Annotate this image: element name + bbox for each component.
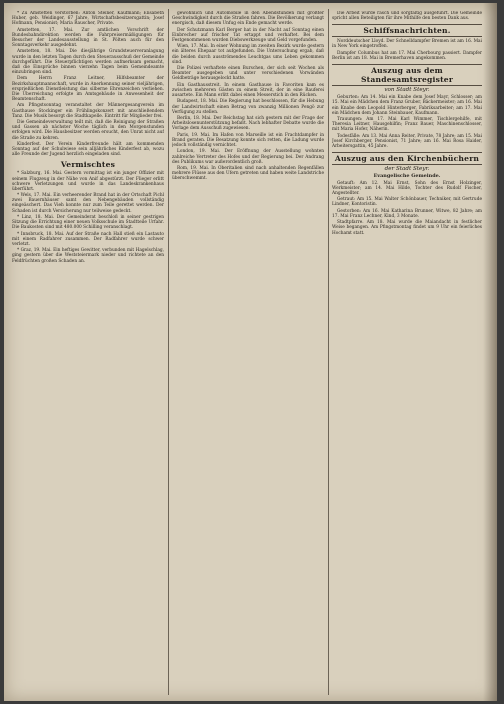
article-paragraph: Paris, 19. Mai. Im Hafen von Marseille ist ein Frachtdampfer in Brand geraten. Die Besatzung konnte sich retten, die Ladung wurde jedoch vollständig vernichtet. <box>172 132 324 149</box>
column-left <box>12 11 164 695</box>
registry-entry: Geburten: Am 14. Mai ein Knabe dem Josef Mayr, Schlosser; am 15. Mai ein Mädchen dem Franz Gruber, Bäckermeister; am 16. Mai ein Knabe dem Leopold Hinterberger, Fabriksarbeiter; am 17. Mai ein Mädchen dem Johann Steinbauer, Kaufmann. <box>332 95 482 116</box>
column-right <box>332 11 482 695</box>
column-middle <box>172 11 324 695</box>
article-paragraph: Die Gemeindeverwaltung teilt mit, daß die Reinigung der Straßen und Gassen ab nächster Woche täglich in den Morgenstunden erfolgen wird. Die Hausbesitzer werden ersucht, den Unrat nicht auf die Straße zu kehren. <box>12 120 164 141</box>
church-label: Evangelische Gemeinde. <box>373 173 441 180</box>
article-paragraph: * Innsbruck, 18. Mai. Auf der Straße nach Hall stieß ein Lastauto mit einem Radfahrer zusammen. Der Radfahrer wurde schwer verletzt. <box>12 231 164 247</box>
article-paragraph: * Linz, 18. Mai. Der Gemeinderat beschloß in seiner gestrigen Sitzung die Errichtung einer neuen Volksschule im Stadtteile Urfahr. Die Baukosten sind mit 480.000 Schilling veranschlagt. <box>12 214 164 231</box>
ship-notice: Dampfer Columbus hat am 17. Mai Cherbourg passiert. Dampfer Berlin ist am 18. Mai in Bremerhaven angekommen. <box>332 50 482 61</box>
article-paragraph: * Graz, 19. Mai. Ein heftiges Gewitter, verbunden mit Hagelschlag, ging gestern über die Weststeiermark nieder und richtete an den Feldfrüchten großen Schaden an. <box>12 248 164 264</box>
article-paragraph: * Salzburg, 16. Mai. Gestern vormittag ist ein junger Offizier mit seinem Flugzeug in der Nähe von Anif abgestürzt. Der Flieger erlitt schwere Verletzungen und wurde in das Landeskrankenhaus überführt. <box>12 171 164 192</box>
section-heading-misc: Vermischtes <box>60 160 116 170</box>
article-paragraph: Amstetten, 18. Mai. Die diesjährige Grundsteuerveranlagung wurde in den letzten Tagen durch den Steuerausschuß der Gemeinde durchgeführt. Die Steuerpflichtigen werden aufmerksam gemacht, daß die Einsprüche binnen vierzehn Tagen beim Gemeindeamte einzubringen sind. <box>12 49 164 76</box>
section-heading-registry: Auszug aus dem Standesamtsregister <box>332 64 482 86</box>
article-paragraph: Rom, 19. Mai. In Oberitalien sind nach anhaltenden Regenfällen mehrere Flüsse aus den Ufern getreten und haben weite Landstriche überschwemmt. <box>172 166 324 182</box>
church-entry: Getraut: Am 15. Mai Walter Schönbauer, Techniker, mit Gertrude Lindner, Kontoristin. <box>332 197 482 208</box>
newspaper-page <box>4 3 497 701</box>
article-paragraph: Dem Herrn Franz Leitner, Hilfsbeamter der Bezirkshauptmannschaft, wurde in Anerkennung seiner vieljährigen, ersprießlichen Dienstleistung das silberne Ehrenzeichen verliehen. Die Überreichung erfolgte im Amtsgebäude in Anwesenheit der Beamtenschaft. <box>12 76 164 103</box>
article-paragraph: Die Arbeit wurde rasch und sorgfältig ausgeführt. Die Gemeinde spricht allen Beteiligten für ihre Mithilfe den besten Dank aus. <box>332 11 482 22</box>
article-paragraph: Budapest, 18. Mai. Die Regierung hat beschlossen, für die Hebung der Landwirtschaft einen Betrag von zwanzig Millionen Pengö zur Verfügung zu stellen. <box>172 99 324 115</box>
section-subheading-registry: von Stadt Steyr. <box>384 87 430 94</box>
column-rule <box>328 9 329 695</box>
column-rule <box>168 9 169 695</box>
article-paragraph: gewöhnlich und Automobile in den Abendstunden mit größter Geschwindigkeit durch die Straßen fahren. Die Bevölkerung verlangt energisch, daß diesem Unfug ein Ende gemacht werde. <box>172 11 324 27</box>
church-entry: Stadtpfarre. Am 18. Mai wurde die Maiandacht in festlicher Weise begangen. Am Pfingstmontag findet um 9 Uhr ein feierliches Hochamt statt. <box>332 220 482 236</box>
article-paragraph: Kinderfest. Der Verein Kinderfreunde hält am kommenden Sonntag auf der Schulwiese sein alljährliches Kinderfest ab, wozu alle Freunde der Jugend herzlich eingeladen sind. <box>12 141 164 158</box>
article-paragraph: * Zu Amstetten verstorben: Anton Steiner, Kaufmann; Elisabeth Huber, geb. Weidinger, 67 Jahre, Wirtschaftsbesitzersgattin; Josef Hofmann, Pensionist; Maria Rauscher, Private. <box>12 11 164 27</box>
article-paragraph: Der Schutzmann Karl Berger hat in der Nacht auf Sonntag einen Einbrecher auf frischer Tat ertappt und verhaftet. Bei dem Festgenommenen wurden Diebswerkzeuge und Geld vorgefunden. <box>172 27 324 43</box>
church-entry: Gestorben: Am 16. Mai Katharina Brunner, Witwe, 82 Jahre; am 17. Mai Franz Lechner, Kind, 3 Monate. <box>332 208 482 219</box>
article-paragraph: Wien, 17. Mai. In einer Wohnung im zweiten Bezirk wurde gestern ein älteres Ehepaar tot aufgefunden. Die Untersuchung ergab, daß die beiden durch ausströmendes Leuchtgas ums Leben gekommen sind. <box>172 44 324 65</box>
article-paragraph: Am Pfingstsonntag veranstaltet der Männergesangverein im Gasthause Stockinger ein Frühlingskonzert mit anschließendem Tanz. Die Musik besorgt die Stadtkapelle. Eintritt für Mitglieder frei. <box>12 103 164 119</box>
ship-notice: Norddeutscher Lloyd. Der Schnelldampfer Bremen ist am 16. Mai in New York eingetroffen. <box>332 39 482 50</box>
section-heading-ships: Schiffsnachrichten. <box>332 24 482 37</box>
section-heading-church: Auszug aus den Kirchenbüchern <box>332 152 482 165</box>
article-paragraph: London, 19. Mai. Der Eröffnung der Ausstellung wohnten zahlreiche Vertreter des Hofes und der Regierung bei. Der Andrang des Publikums war außerordentlich groß. <box>172 149 324 165</box>
article-paragraph: Berlin, 18. Mai. Der Reichstag hat sich gestern mit der Frage der Arbeitslosenunterstützung befaßt. Nach lebhafter Debatte wurde die Vorlage dem Ausschuß zugewiesen. <box>172 116 324 132</box>
article-paragraph: Die Polizei verhaftete einen Burschen, der sich seit Wochen als Beamter ausgegeben und unter verschiedenen Vorwänden Geldbeträge herausgelockt hatte. <box>172 66 324 82</box>
registry-entry: Todesfälle: Am 13. Mai Anna Reiter, Private, 78 Jahre; am 15. Mai Josef Kirchberger, Pensionist, 71 Jahre; am 16. Mai Rosa Haider, Arbeitersgattin, 45 Jahre. <box>332 133 482 150</box>
registry-entry: Trauungen: Am 17. Mai Karl Wimmer, Tischlergehilfe, mit Theresia Leitner, Hausgehilfin; Franz Bauer, Maschinenschlosser, mit Maria Hofer, Näherin. <box>332 117 482 133</box>
church-entry: Getauft: Am 12. Mai Ernst, Sohn des Ernst Holzinger, Werkmeister; am 14. Mai Hilde, Tochter des Rudolf Fischer, Angestellter. <box>332 180 482 196</box>
article-paragraph: * Wels, 17. Mai. Ein verheerender Brand hat in der Ortschaft Pichl zwei Bauernhäuser samt den Nebengebäuden vollständig eingeäschert. Das Vieh konnte nur zum Teile gerettet werden. Der Schaden ist durch Versicherung nur teilweise gedeckt. <box>12 193 164 214</box>
article-paragraph: Ein Gasthausstreit. In einem Gasthause in Favoriten kam es zwischen mehreren Gästen zu einem Streit, der in eine Rauferei ausartete. Ein Mann erlitt dabei einen Messerstich in den Rücken. <box>172 82 324 99</box>
article-paragraph: Amstetten, 17. Mai. Zur amtlichen Vorschrift der Bundesbahndirektion werden die Fahrpreisermäßigungen für Besucher der Landesausstellung in St. Pölten auch für den Sonntagsverkehr ausgedehnt. <box>12 27 164 49</box>
page-edge-shadow <box>483 3 497 701</box>
section-subheading-church: der Stadt Steyr. <box>384 166 430 173</box>
